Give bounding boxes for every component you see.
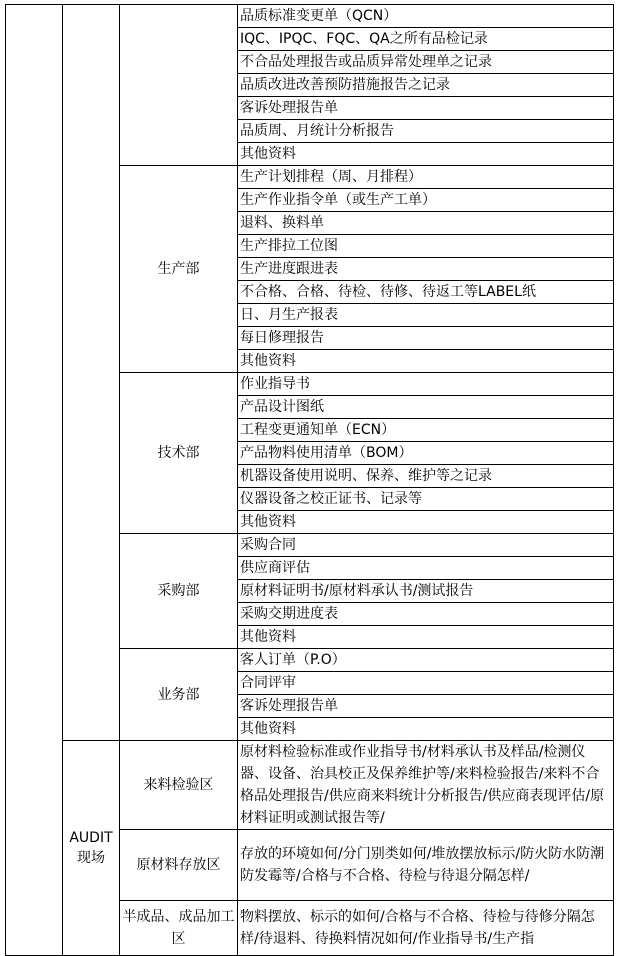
record-item-cell: 产品物料使用清单（BOM）	[238, 442, 614, 465]
record-item-cell: 生产作业指令单（或生产工单）	[238, 189, 614, 212]
record-item-cell: 物料摆放、标示的如何/合格与不合格、待检与待修分隔怎样/待退料、待换料情况如何/作业指导书/生产指	[238, 901, 614, 956]
record-item-cell: 原材料证明书/原材料承认书/测试报告	[238, 580, 614, 603]
record-item-cell: 生产计划排程（周、月排程）	[238, 166, 614, 189]
record-item-cell: 退料、换料单	[238, 212, 614, 235]
record-item-cell: 仪器设备之校正证书、记录等	[238, 488, 614, 511]
department-cell	[120, 5, 238, 166]
audit-area-cell	[63, 5, 120, 741]
record-item-cell: 作业指导书	[238, 373, 614, 396]
record-item-cell: 其他资料	[238, 626, 614, 649]
department-cell: 业务部	[120, 649, 238, 741]
record-item-cell: 日、月生产报表	[238, 304, 614, 327]
record-item-cell: 其他资料	[238, 511, 614, 534]
department-cell: 生产部	[120, 166, 238, 373]
record-item-cell: 采购交期进度表	[238, 603, 614, 626]
record-item-cell: 工程变更通知单（ECN）	[238, 419, 614, 442]
record-item-cell: 原材料检验标准或作业指导书/材料承认书及样品/检测仪器、设备、治具校正及保养维护等/来料检验报告/来料不合格品处理报告/供应商来料统计分析报告/供应商表现评估/原材料证明或测试报告等/	[238, 741, 614, 830]
record-item-cell: 其他资料	[238, 718, 614, 741]
record-item-cell: 存放的环境如何/分门别类如何/堆放摆放标示/防火防水防潮防发霉等/合格与不合格、待检与待退分隔怎样/	[238, 830, 614, 901]
record-item-cell: 不合品处理报告或品质异常处理单之记录	[238, 51, 614, 74]
audit-table-body	[6, 5, 614, 956]
table-row	[6, 741, 614, 830]
record-item-cell: 不合格、合格、待检、待修、待返工等LABEL纸	[238, 281, 614, 304]
audit-table	[5, 4, 614, 956]
record-item-cell: 生产排拉工位图	[238, 235, 614, 258]
record-item-cell: 品质标准变更单（QCN）	[238, 5, 614, 28]
left-blank-column	[6, 5, 63, 956]
audit-area-cell: AUDIT 现场	[63, 741, 120, 956]
department-cell: 技术部	[120, 373, 238, 534]
department-cell: 来料检验区	[120, 741, 238, 830]
department-cell: 半成品、成品加工区	[120, 901, 238, 956]
record-item-cell: 采购合同	[238, 534, 614, 557]
record-item-cell: 客诉处理报告单	[238, 695, 614, 718]
record-item-cell: 客人订单（P.O）	[238, 649, 614, 672]
record-item-cell: IQC、IPQC、FQC、QA之所有品检记录	[238, 28, 614, 51]
department-cell: 原材料存放区	[120, 830, 238, 901]
department-cell: 采购部	[120, 534, 238, 649]
record-item-cell: 品质周、月统计分析报告	[238, 120, 614, 143]
record-item-cell: 供应商评估	[238, 557, 614, 580]
record-item-cell: 品质改进改善预防措施报告之记录	[238, 74, 614, 97]
record-item-cell: 生产进度跟进表	[238, 258, 614, 281]
record-item-cell: 合同评审	[238, 672, 614, 695]
record-item-cell: 机器设备使用说明、保养、维护等之记录	[238, 465, 614, 488]
table-row	[6, 5, 614, 28]
record-item-cell: 其他资料	[238, 350, 614, 373]
record-item-cell: 其他资料	[238, 143, 614, 166]
record-item-cell: 每日修理报告	[238, 327, 614, 350]
record-item-cell: 客诉处理报告单	[238, 97, 614, 120]
record-item-cell: 产品设计图纸	[238, 396, 614, 419]
